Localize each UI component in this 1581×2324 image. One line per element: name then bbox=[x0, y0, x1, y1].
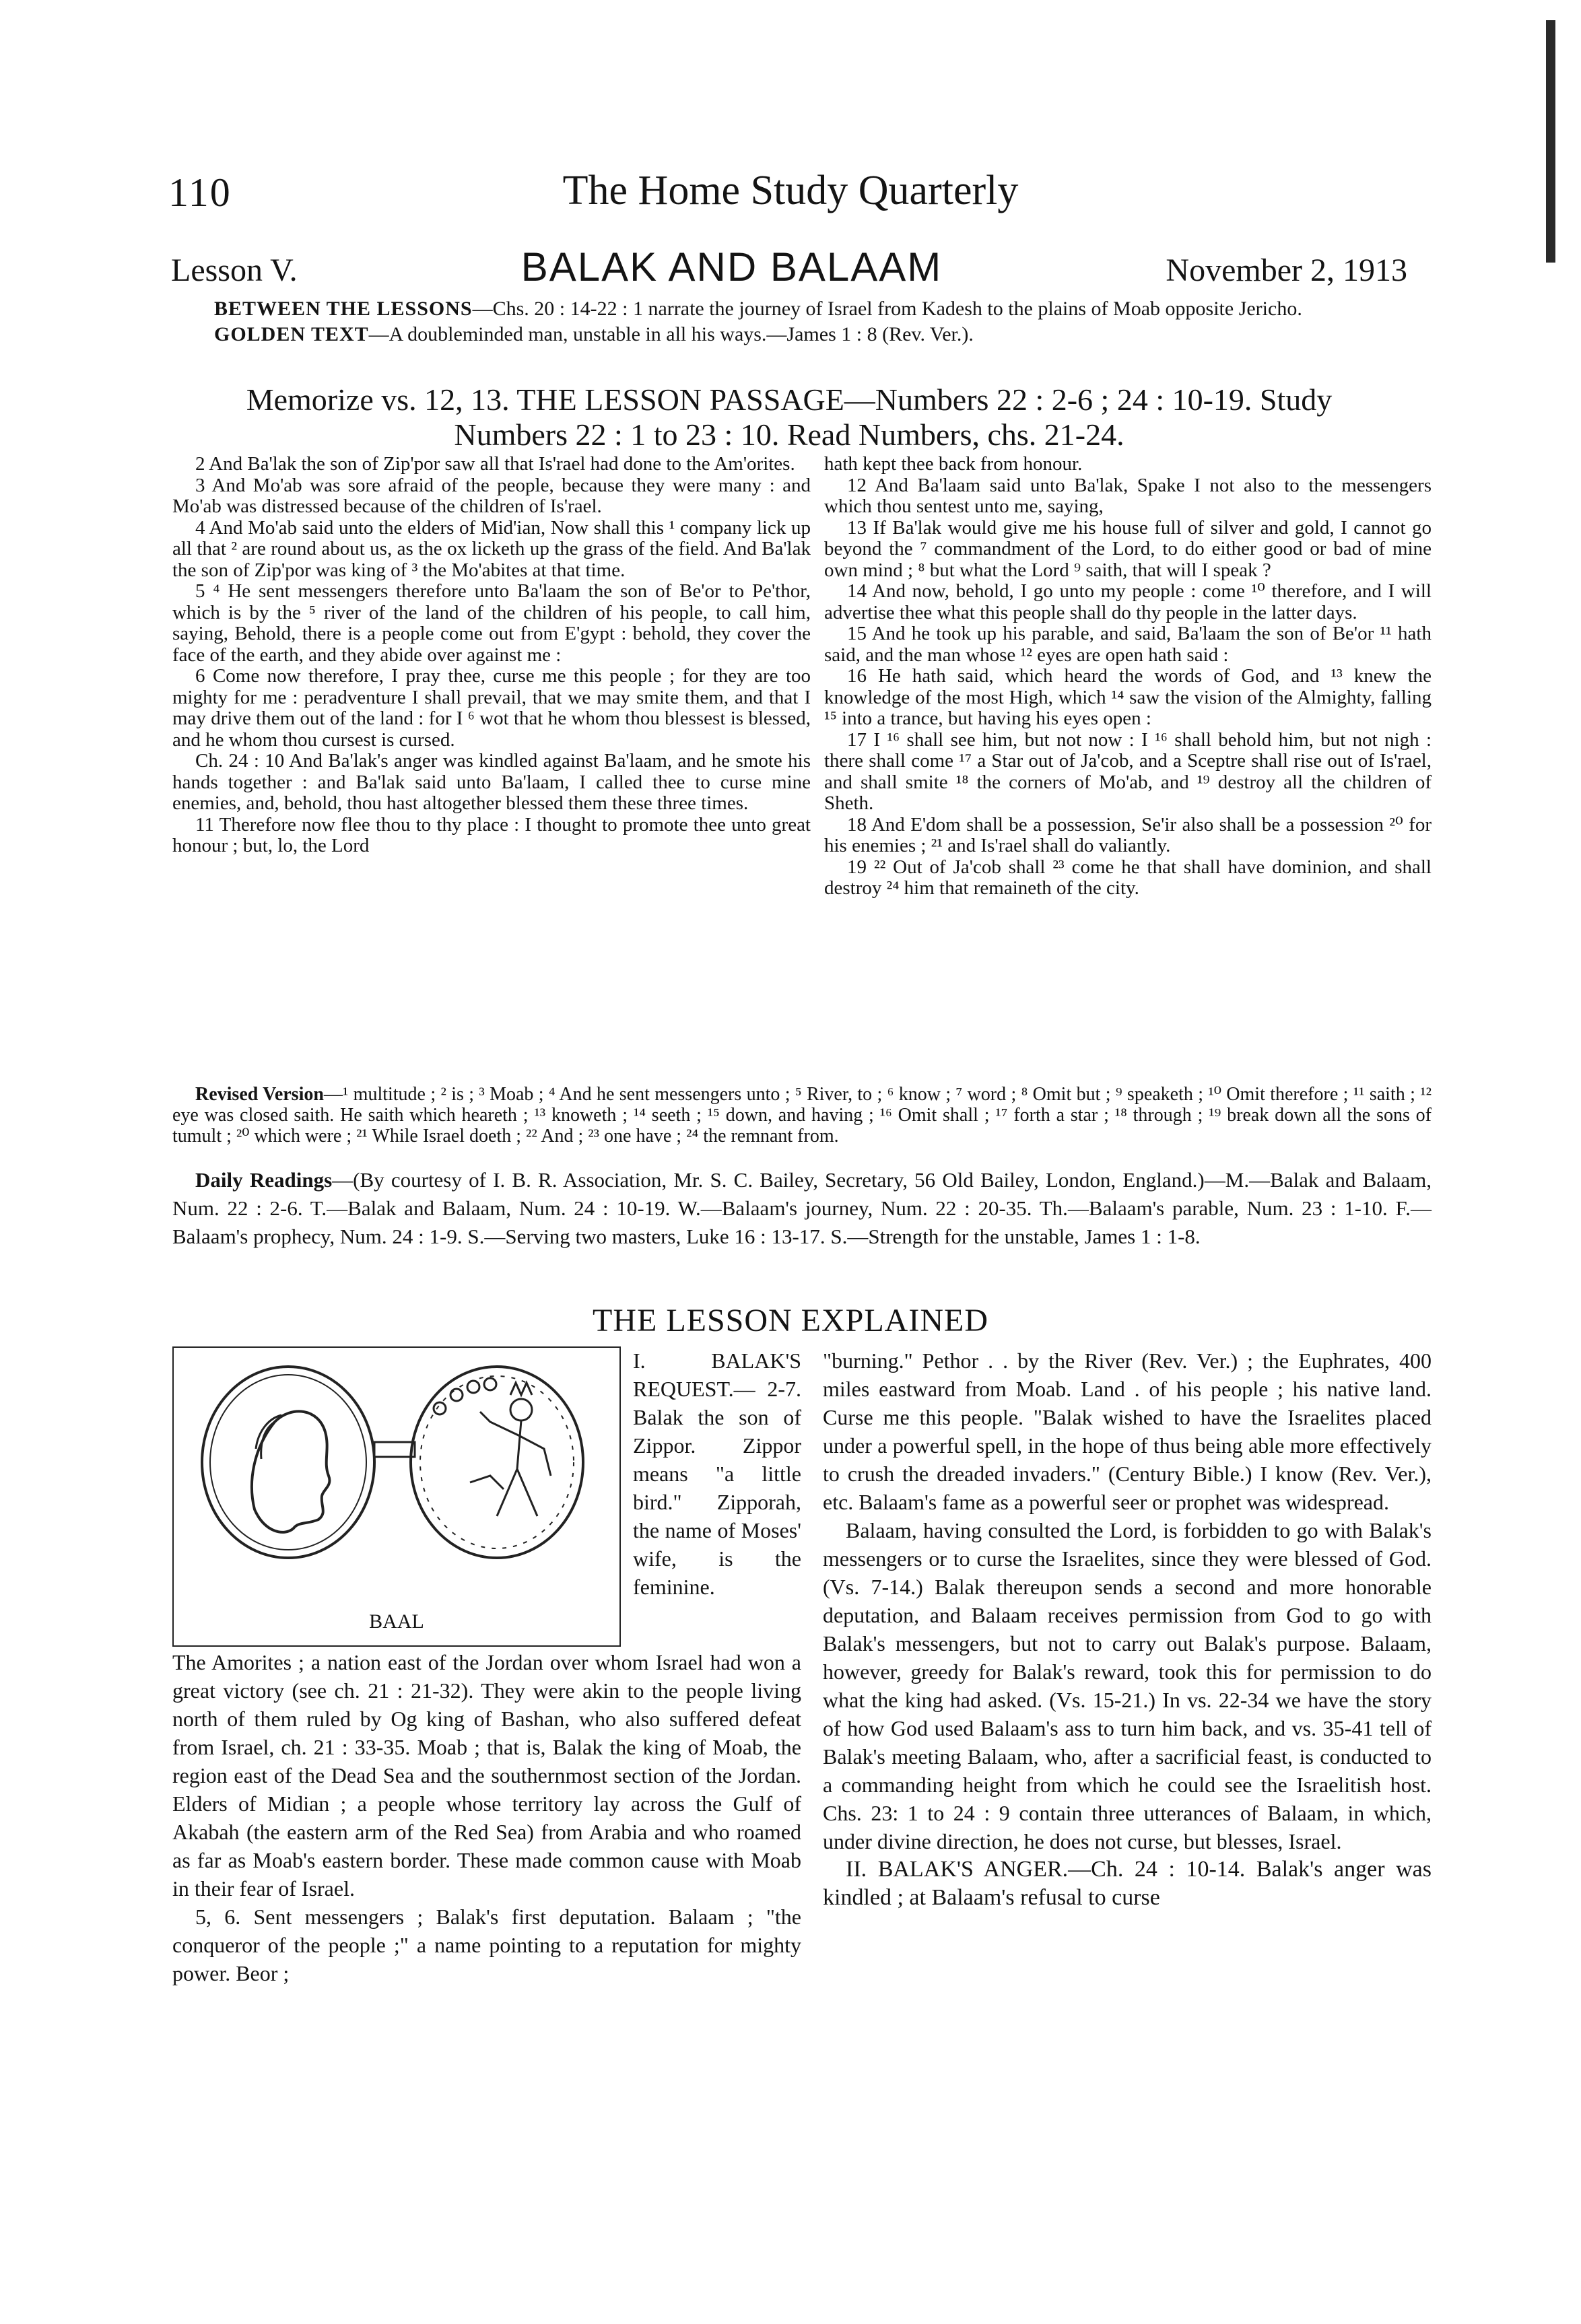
explanation-paragraph: Balaam, having consulted the Lord, is forbidden to go with Balak's messengers or to curse the Israelites, since they were blessed of God. (Vs. 7-14.) Balak thereupon sends a second and more honorable deputation, and Balaam receives permission from God to go with Balak's messengers, but not to carry out Balak's purpose. Balaam, however, greedy for Balak's reward, took this for permission to do what the king had asked. (Vs. 15-21.) In vs. 22-34 we have the story of how God used Balaam's ass to turn him back, and vs. 35-41 tell of Balak's meeting Balaam, who, after a sacrificial feast, is conducted to a commanding height from which he could see the Israelitish host. Chs. 23: 1 to 24 : 9 contain three utterances of Balaam, in which, under divine direction, he does not curse, but blesses, Israel. bbox=[823, 1518, 1432, 1853]
passage-verse: 19 ²² Out of Ja'cob shall ²³ come he that shall have dominion, and shall destroy ²⁴ him that remaineth of the city. bbox=[824, 856, 1432, 899]
section-heading: THE LESSON EXPLAINED bbox=[593, 1303, 988, 1338]
passage-verse: 15 And he took up his parable, and said, Ba'laam the son of Be'or ¹¹ hath said, and the man whose ¹² eyes are open hath said : bbox=[824, 623, 1432, 666]
passage-verse: 12 And Ba'laam said unto Ba'lak, Spake I not also to the messengers which thou sentest unto me, saying, bbox=[824, 474, 1432, 517]
passage-verse: 16 He hath said, which heard the words of God, and ¹³ knew the knowledge of the most High, which ¹⁴ saw the vision of the Almighty, falling ¹⁵ into a trance, but having his eyes open : bbox=[824, 665, 1432, 729]
passage-verse: 2 And Ba'lak the son of Zip'por saw all that Is'rael had done to the Am'orites. bbox=[195, 453, 795, 475]
daily-readings-text: —(By courtesy of I. B. R. Association, Mr. S. C. Bailey, Secretary, 56 Old Bailey, London, England.)—M.—Balak and Balaam, Num. 22 : 2-6. T.—Balak and Balaam, Num. 24 : 10-19. W.—Balaam's journey, Num. 22 : 20-35. Th.—Balaam's parable, Num. 23 : 1-10. F.—Balaam's prophecy, Num. 24 : 1-9. S.—Serving two masters, Luke 16 : 13-17. S.—Strength for the unstable, James 1 : 1-8. bbox=[172, 1168, 1432, 1248]
passage-verse: Ch. 24 : 10 And Ba'lak's anger was kindled against Ba'laam, and he smote his hands together : and Ba'lak said unto Ba'laam, I called thee to curse mine enemies, and, behold, thou hast altogether blessed them these three times. bbox=[172, 750, 811, 814]
passage-verse: 11 Therefore now flee thou to thy place : I thought to promote thee unto great honour ; but, lo, the Lord bbox=[172, 813, 811, 856]
golden-label: GOLDEN TEXT bbox=[214, 323, 369, 345]
explanation-right-column bbox=[823, 1346, 1432, 1912]
memorize-line-1: Memorize vs. 12, 13. THE LESSON PASSAGE—Numbers 22 : 2-6 ; 24 : 10-19. Study bbox=[246, 382, 1333, 417]
coin-obverse bbox=[202, 1367, 374, 1558]
passage-verse: 6 Come now therefore, I pray thee, curse me this people ; for they are too mighty for me : peradventure I shall prevail, that we may smite them, and that I may drive them out of the land : for I ⁶ wot that he whom thou blessest is blessed, and he whom thou cursest is cursed. bbox=[172, 665, 811, 751]
passage-right-column bbox=[824, 454, 1432, 899]
intro-block bbox=[171, 296, 1409, 347]
deity-figure-icon bbox=[434, 1378, 551, 1516]
baal-coin-figure bbox=[172, 1346, 621, 1647]
figure-caption: BAAL bbox=[369, 1610, 424, 1633]
daily-readings bbox=[172, 1166, 1432, 1251]
scan-edge-mark bbox=[1546, 20, 1555, 263]
revised-version-label: Revised Version bbox=[195, 1084, 324, 1105]
passage-left-column bbox=[172, 454, 811, 857]
memorize-line bbox=[171, 382, 1407, 452]
golden-text bbox=[171, 322, 1409, 347]
daily-readings-label: Daily Readings bbox=[195, 1168, 333, 1192]
memorize-line-2: Numbers 22 : 1 to 23 : 10. Read Numbers, chs. 21-24. bbox=[454, 417, 1124, 452]
explanation-paragraph: 5, 6. Sent messengers ; Balak's first deputation. Balaam ; "the conqueror of the people ;" a name pointing to a reputation for mighty power. Beor ; bbox=[172, 1905, 801, 1985]
between-label: BETWEEN THE LESSONS bbox=[214, 298, 473, 320]
lesson-number: Lesson V. bbox=[171, 252, 298, 288]
explanation-paragraph: The Amorites ; a nation east of the Jordan over whom Israel had won a great victory (see ch. 21 : 21-32). They were akin to the people living north of them ruled by Og king of Bashan, who also suffered defeat from Israel, ch. 21 : 33-35. Moab ; that is, Balak the king of Moab, the region east of the Dead Sea and the southernmost section of the Jordan. Elders of Midian ; a people whose territory lay across the Gulf of Akabah (the eastern arm of the Red Sea) from Arabia and who roamed as far as Moab's eastern border. These made common cause with Moab in their fear of Israel. bbox=[172, 1650, 801, 1901]
coin-connector bbox=[374, 1442, 415, 1457]
between-lessons bbox=[171, 296, 1409, 322]
passage-verse: 17 I ¹⁶ shall see him, but not now : I ¹⁶ shall behold him, but not nigh : there shall come ¹⁷ a Star out of Ja'cob, and a Sceptre shall rise out of Is'rael, and shall smite ¹⁸ the corners of Mo'ab, and ¹⁹ destroy all the children of Sheth. bbox=[824, 728, 1432, 814]
explanation-left-column bbox=[172, 1648, 801, 1987]
revised-version-notes bbox=[172, 1084, 1432, 1147]
passage-verse: 5 ⁴ He sent messengers therefore unto Ba'laam the son of Be'or to Pe'thor, which is by the ⁵ river of the land of the children of his people, to call him, saying, Behold, there is a people come out from E'gypt : behold, they cover the face of the earth, and they abide over against me : bbox=[172, 580, 811, 666]
passage-verse: 14 And now, behold, I go unto my people : come ¹⁰ therefore, and I will advertise thee what this people shall do thy people in the latter days. bbox=[824, 580, 1432, 623]
passage-verse: 18 And E'dom shall be a possession, Se'ir also shall be a possession ²⁰ for his enemies ; ²¹ and Is'rael shall do valiantly. bbox=[824, 813, 1432, 856]
between-text: —Chs. 20 : 14-22 : 1 narrate the journey of Israel from Kadesh to the plains of Moab opposite Jericho. bbox=[472, 298, 1302, 320]
page-number: 110 bbox=[168, 170, 232, 215]
lesson-header bbox=[171, 244, 1407, 290]
coin-illustration bbox=[174, 1348, 619, 1604]
explanation-paragraph: I. BALAK'S REQUEST.— 2-7. Balak the son of Zippor. Zippor means "a little bird." Zipporah, the name of Moses' wife, is the feminine. bbox=[633, 1348, 801, 1599]
explanation-narrow-column bbox=[633, 1346, 801, 1601]
coin-reverse bbox=[411, 1367, 583, 1558]
lesson-title: BALAK AND BALAAM bbox=[520, 244, 943, 289]
passage-verse: hath kept thee back from honour. bbox=[824, 453, 1083, 475]
revised-version-text: —¹ multitude ; ² is ; ³ Moab ; ⁴ And he sent messengers unto ; ⁵ River, to ; ⁶ know ; ⁷ word ; ⁸ Omit but ; ⁹ speaketh ; ¹⁰ Omit therefore ; ¹¹ saith ; ¹² eye was closed saith. He saith which heareth ; ¹³ knoweth ; ¹⁴ seeth ; ¹⁵ down, and having ; ¹⁶ Omit shall ; ¹⁷ forth a star ; ¹⁸ through ; ¹⁹ break down all the sons of tumult ; ²⁰ which were ; ²¹ While Israel doeth ; ²² And ; ²³ one have ; ²⁴ the remnant from. bbox=[172, 1084, 1432, 1147]
golden-text-body: —A doubleminded man, unstable in all his ways.—James 1 : 8 (Rev. Ver.). bbox=[368, 323, 974, 345]
lesson-date: November 2, 1913 bbox=[1166, 252, 1407, 288]
explanation-paragraph: II. BALAK'S ANGER.—Ch. 24 : 10-14. Balak's anger was kindled ; at Balaam's refusal to curse bbox=[823, 1857, 1432, 1910]
passage-verse: 3 And Mo'ab was sore afraid of the people, because they were many : and Mo'ab was distressed because of the children of Is'rael. bbox=[172, 474, 811, 517]
passage-verse: 13 If Ba'lak would give me his house full of silver and gold, I cannot go beyond the ⁷ commandment of the Lord, to do either good or bad of mine own mind ; ⁸ but what the Lord ⁹ saith, that will I speak ? bbox=[824, 516, 1432, 581]
running-title: The Home Study Quarterly bbox=[562, 168, 1019, 213]
passage-verse: 4 And Mo'ab said unto the elders of Mid'ian, Now shall this ¹ company lick up all that ² are round about us, as the ox licketh up the grass of the field. And Ba'lak the son of Zip'por was king of ³ the Mo'abites at that time. bbox=[172, 516, 811, 581]
explanation-paragraph: "burning." Pethor . . by the River (Rev. Ver.) ; the Euphrates, 400 miles eastward from Moab. Land . of his people ; his native land. Curse me this people. "Balak wished to have the Israelites placed under a powerful spell, in the hope of thus being able more effectively to crush the dreaded invaders." (Century Bible.) I know (Rev. Ver.), etc. Balaam's fame as a powerful seer or prophet was widespread. bbox=[823, 1348, 1432, 1514]
